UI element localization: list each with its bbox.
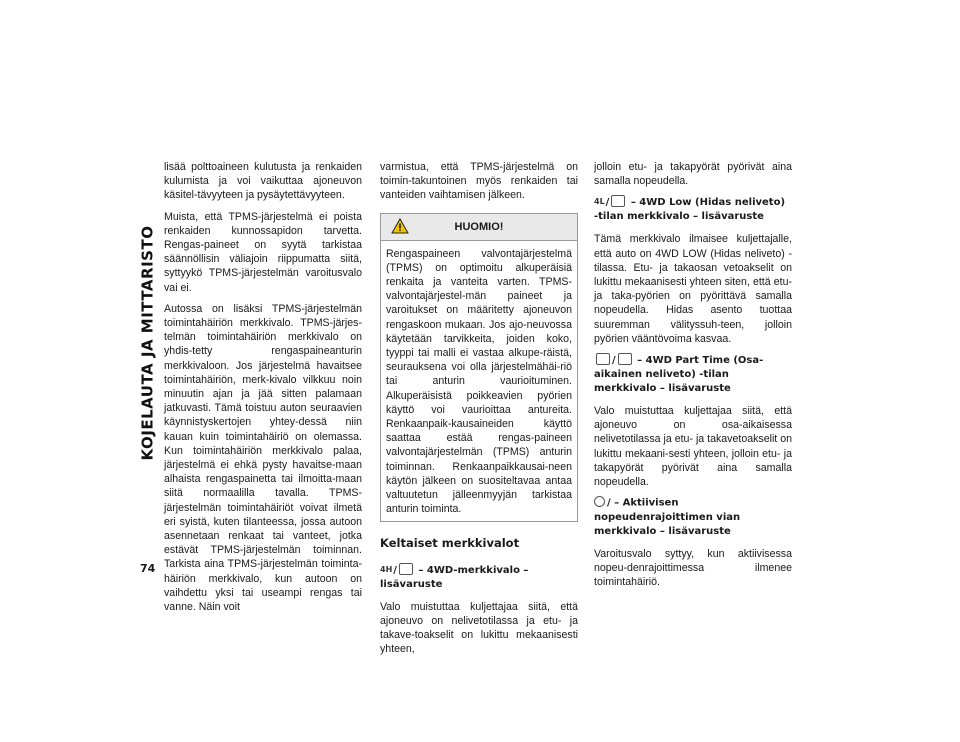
notice-title: HUOMIO! [454, 220, 504, 233]
notice-box [380, 213, 578, 523]
4wd-part-time-icon [596, 353, 610, 365]
slash-separator: / [612, 355, 616, 367]
paragraph: Autossa on lisäksi TPMS-järjestelmän toimintahäiriön merkkivalo. TPMS-järjes-telmän toimintahäiriön merkkivalo on yhdis-tetty rengaspaineanturin merkkivaloon. Jos järjestelmä havaitsee toimintahäiriön, merk-kivalo vilkkuu noin minuutin ajan ja jää sitten palamaan jatkuvasti. Tämä toistuu auton seuraavien käynnistyskertojen yhtey-dessä niin kauan kuin toimintahäiriö on olemassa. Kun toimintahäiriön merkkivalo palaa, järjestelmä ei ehkä pysty havaitse-maan alhaista rengaspainetta tai ilmoitta-maan siitä normaalilla tavalla. TPMS-järjestelmän toimintahäiriöt voivat ilmetä eri syistä, kuten tilanteessa, jossa autoon asennetaan renkaat tai vanteet, jotka estävät TPMS-järjestelmän toiminnan. Tarkista aina TPMS-järjestelmän toiminta-häiriön merkkivalo, kun autoon on vaihdettu yksi tai useampi rengas tai vanne. Näin voit [164, 302, 362, 614]
section-heading: Keltaiset merkkivalot [380, 536, 520, 551]
paragraph: Varoitusvalo syttyy, kun aktiivisessa nopeu-denrajoittimessa ilmenee toimintahäiriö. [594, 547, 792, 589]
slash-separator: / [607, 497, 611, 509]
4wd-alt-indicator-icon [399, 563, 413, 575]
4wd-low-alt-indicator-icon [611, 195, 625, 207]
subheading-part-time [594, 353, 792, 396]
notice-body [381, 241, 577, 522]
subheading-text: – 4WD-merkkivalo – lisävaruste [380, 564, 529, 590]
4wd-low-indicator-icon: 4L [594, 197, 605, 207]
subheading-text: – 4WD Low (Hidas neliveto) -tilan merkkivalo – lisävaruste [594, 197, 786, 223]
slash-separator: / [605, 197, 610, 209]
column-2 [380, 160, 578, 663]
notice-header [381, 214, 577, 241]
notice-text: Rengaspaineen valvontajärjestelmä (TPMS) on optimoitu alkuperäisiä renkaita ja vanteita varten. TPMS-valvontajärjestel-män paineet ja varoitukset on määritetty ajoneuvon rengaskoon mukaan. Jos ajo-neuvossa käytetään tarvikkeita, joiden koko, tyyppi tai malli ei vastaa alkupe-räistä, seurauksena voi olla järjestelmähäi-riö tai anturin vaurioituminen. Alkuperäisistä poikkeavien pyörien käyttö voi vaurioittaa antureita. Renkaanpaik-kausaineiden käyttö saattaa estää rengas-paineen valvontajärjestelmän (TPMS) anturin toiminnan. Renkaanpaikkausai-neen käytön jälkeen on suositeltavaa antaa valtuutetun jälleenmyyjän tarkistaa anturin toiminta. [386, 247, 572, 516]
subheading-text: – Aktiivisen nopeudenrajoittimen vian merkkivalo – lisävaruste [594, 497, 741, 537]
subheading-speed-limiter [594, 496, 792, 539]
page-number: 74 [140, 562, 156, 575]
chapter-side-tab [135, 158, 159, 528]
chapter-title: KOJELAUTA JA MITTARISTO [138, 225, 156, 461]
column-3 [594, 160, 792, 596]
paragraph: Valo muistuttaa kuljettajaa siitä, että ajoneuvo on osa-aikaisessa nelivetotilassa ja etu- ja takavetoakselit on lukittu mekaani-sesti yhteen, jolloin etu- ja takapyörät pyörivät aina samalla nopeudella. [594, 405, 792, 489]
subheading-4wd [380, 563, 578, 592]
speed-limiter-fault-icon [594, 496, 605, 507]
paragraph: Muista, että TPMS-järjestelmä ei poista renkaiden kunnossapidon tarvetta. Rengas-paineet on syytä tarkistaa säännöllisin väliajoin riippumatta siitä, syttyykö TPMS-järjestelmän varoitusvalo vai ei. [164, 210, 362, 294]
subheading-4wd-low [594, 195, 792, 224]
paragraph: Tämä merkkivalo ilmaisee kuljettajalle, että auto on 4WD LOW (Hidas neliveto) -tilassa. Etu- ja takaosan vetoakselit on lukittu mekaanisesti yhteen siten, että etu- ja taka-pyörien on pyörittävä samalla nopeudella. Hidas asento tuottaa suuremman välityssuh-teen, jolloin pyörien vääntövoima kasvaa. [594, 233, 792, 345]
paragraph: varmistua, että TPMS-järjestelmä on toimin-takuntoinen myös renkaiden tai vanteiden vaihtamisen jälkeen. [380, 161, 578, 202]
slash-separator: / [393, 564, 397, 576]
4wd-part-time-alt-icon [618, 353, 632, 365]
paragraph: jolloin etu- ja takapyörät pyörivät aina samalla nopeudella. [594, 161, 792, 188]
paragraph: Valo muistuttaa kuljettajaa siitä, että ajoneuvo on nelivetotilassa ja etu- ja takave-toakselit on lukittu mekaanisesti yhteen, [380, 600, 578, 656]
4wd-indicator-icon: 4H [380, 564, 393, 574]
warning-triangle-icon [391, 218, 409, 234]
subheading-text: – 4WD Part Time (Osa-aikainen neliveto) -tilan merkkivalo – lisävaruste [594, 355, 764, 395]
column-1 [164, 160, 362, 621]
paragraph: lisää polttoaineen kulutusta ja renkaiden kulumista ja voi vaikuttaa ajoneuvon käsitel-tävyyteen ja pysäytettävyyteen. [164, 161, 362, 202]
